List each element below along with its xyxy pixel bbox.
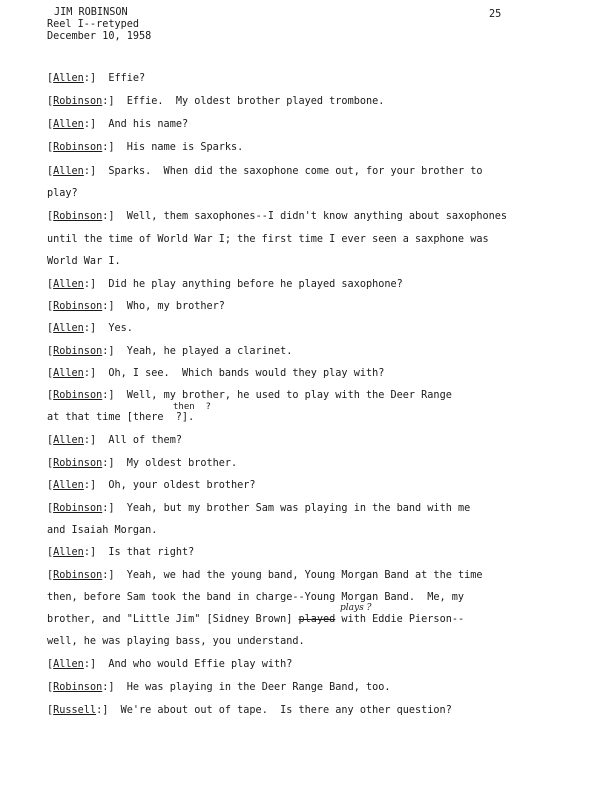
line-text: Yeah, we had the young band, Young Morgan Band at the time [126, 570, 483, 581]
speaker-label: Allen [53, 166, 84, 177]
speaker-label: Allen [53, 323, 84, 334]
speaker-label: Robinson [53, 96, 103, 107]
line-text: play? [47, 188, 78, 199]
line-text: at that time [there ?]. [47, 412, 195, 423]
transcript-line [47, 412, 194, 423]
page-header [47, 7, 151, 43]
speaker-label: Allen [53, 73, 84, 84]
speaker-label: Robinson [53, 458, 103, 469]
line-text: Effie? [108, 73, 146, 84]
speaker-label: Allen [53, 279, 84, 290]
speaker-label: Allen [53, 368, 84, 379]
interview-date: December 10, 1958 [47, 31, 152, 42]
transcript-line: [Allen:] Oh, your oldest brother? [47, 480, 256, 491]
line-text: Well, my brother, he used to play with the Deer Range [126, 390, 452, 401]
transcript-line [47, 188, 78, 199]
transcript-line [47, 234, 489, 245]
reel-label: Reel I--retyped [47, 19, 140, 30]
transcript-line: [Robinson:] Effie. My oldest brother played trombone. [47, 96, 385, 107]
transcript-line: [Allen:] Sparks. When did the saxophone come out, for your brother to [47, 166, 483, 177]
line-text: Did he play anything before he played saxophone? [108, 279, 403, 290]
transcript-line: [Robinson:] Yeah, he played a clarinet. [47, 346, 293, 357]
line-text: and Isaiah Morgan. [47, 525, 158, 536]
interviewee-name: JIM ROBINSON [54, 7, 128, 18]
transcript-line: [Allen:] Effie? [47, 73, 146, 84]
transcript-line: [Russell:] We're about out of tape. Is there any other question? [47, 705, 452, 716]
line-text: Well, them saxophones--I didn't know anything about saxophones [126, 211, 508, 222]
handwritten-correction: plays ? [340, 603, 372, 613]
speaker-label: Allen [53, 435, 84, 446]
transcript-line: [Allen:] Oh, I see. Which bands would they play with? [47, 368, 385, 379]
speaker-label: Robinson [53, 390, 103, 401]
speaker-label: Robinson [53, 682, 103, 693]
speaker-label: Robinson [53, 142, 103, 153]
line-text: Yeah, he played a clarinet. [126, 346, 293, 357]
line-text: Sparks. When did the saxophone come out, for your brother to [108, 166, 483, 177]
transcript-line [47, 614, 464, 625]
speaker-label: Robinson [53, 301, 103, 312]
interlinear-note: then ? [173, 402, 211, 412]
line-text: And his name? [108, 119, 189, 130]
line-text: well, he was playing bass, you understand. [47, 636, 305, 647]
transcript-line [47, 525, 157, 536]
line-text: We're about out of tape. Is there any other question? [120, 705, 452, 716]
line-text: He was playing in the Deer Range Band, too. [126, 682, 391, 693]
line-text: Effie. My oldest brother played trombone. [126, 96, 385, 107]
line-text: Oh, your oldest brother? [108, 480, 256, 491]
speaker-label: Allen [53, 659, 84, 670]
page-number: 25 [489, 9, 502, 20]
speaker-label: Allen [53, 547, 84, 558]
transcript-line: [Allen:] All of them? [47, 435, 182, 446]
speaker-label: Robinson [53, 346, 103, 357]
line-text: My oldest brother. [126, 458, 238, 469]
struck-word: played [298, 614, 336, 625]
line-text: with Eddie Pierson-- [335, 614, 465, 625]
line-text: then, before Sam took the band in charge--Young Morgan Band. Me, my [47, 592, 465, 603]
transcript-line [47, 592, 464, 603]
speaker-label: Allen [53, 480, 84, 491]
transcript-line: [Allen:] And his name? [47, 119, 189, 130]
transcript-line: [Allen:] And who would Effie play with? [47, 659, 293, 670]
transcript-line [47, 256, 121, 267]
transcript-line: [Robinson:] He was playing in the Deer Range Band, too. [47, 682, 391, 693]
speaker-label: Russell [53, 705, 97, 716]
transcript-line: [Robinson:] Yeah, we had the young band, Young Morgan Band at the time [47, 570, 483, 581]
line-text: All of them? [108, 435, 182, 446]
transcript-line: [Robinson:] Yeah, but my brother Sam was playing in the band with me [47, 503, 471, 514]
speaker-label: Robinson [53, 570, 103, 581]
line-text: World War I. [47, 256, 121, 267]
line-text: Who, my brother? [126, 301, 225, 312]
transcript-line: [Robinson:] My oldest brother. [47, 458, 238, 469]
transcript-line: [Robinson:] Who, my brother? [47, 301, 225, 312]
transcript-line: [Allen:] Is that right? [47, 547, 195, 558]
line-text: Is that right? [108, 547, 195, 558]
line-text: And who would Effie play with? [108, 659, 293, 670]
transcript-line [47, 636, 305, 647]
transcript-line: [Allen:] Yes. [47, 323, 133, 334]
transcript-line: [Robinson:] Well, my brother, he used to play with the Deer Range [47, 390, 452, 401]
speaker-label: Allen [53, 119, 84, 130]
line-text: brother, and "Little Jim" [Sidney Brown] [47, 614, 299, 625]
transcript-line: [Robinson:] Well, them saxophones--I didn't know anything about saxophones [47, 211, 508, 222]
line-text: until the time of World War I; the first time I ever seen a saxphone was [47, 234, 489, 245]
transcript-line: [Allen:] Did he play anything before he played saxophone? [47, 279, 403, 290]
speaker-label: Robinson [53, 211, 103, 222]
line-text: Yes. [108, 323, 133, 334]
speaker-label: Robinson [53, 503, 103, 514]
line-text: Yeah, but my brother Sam was playing in the band with me [126, 503, 471, 514]
line-text: Oh, I see. Which bands would they play with? [108, 368, 385, 379]
transcript-line: [Robinson:] His name is Sparks. [47, 142, 244, 153]
line-text: His name is Sparks. [126, 142, 244, 153]
